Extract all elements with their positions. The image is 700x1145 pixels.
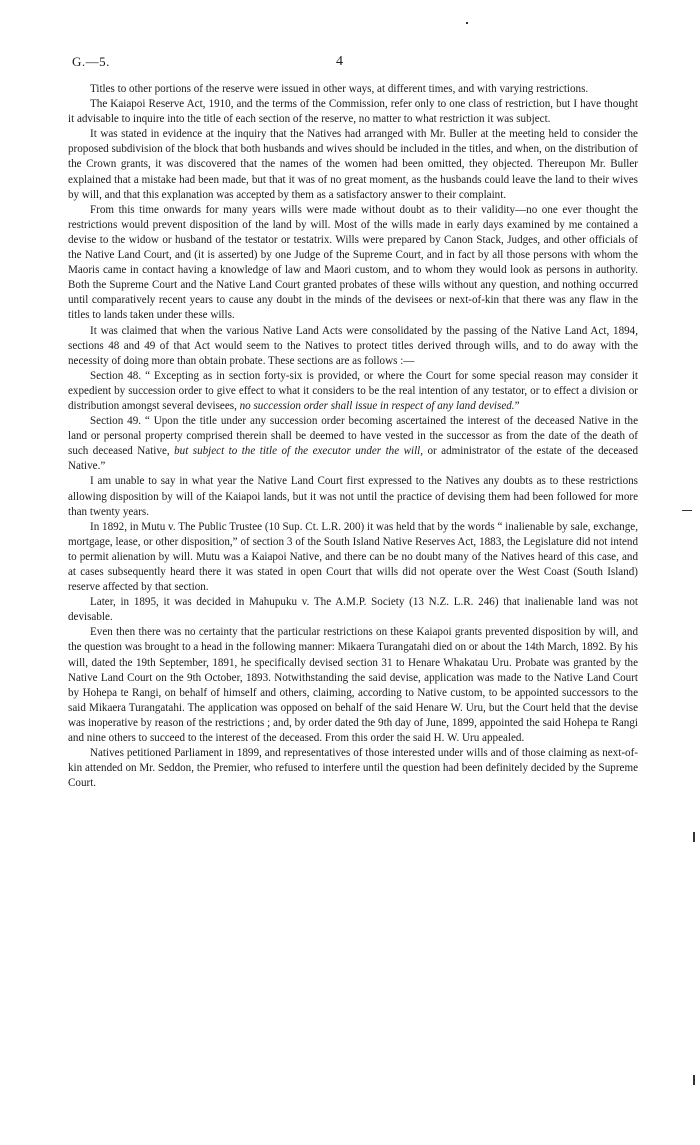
scan-speck (693, 832, 695, 842)
paragraph-wills: From this time onwards for many years wills were made without doubt as to their validity—no one ever thought the restrictions would prevent disposition of the land by will. Most of the wills made in early days examined by me contained a devise to the widow or husband of the testator or testatrix. Wills were prepared by Canon Stack, Judges, and other officials of the Native Land Court, and (it is asserted) by one Judge of the Supreme Court, and in fact by all those persons with whom the Maoris came in contact having a knowledge of law and Maori custom, and to whom they would look as persons in authority. Both the Supreme Court and the Native Land Court granted probates of these wills without any question, and nothing occurred until comparatively recent years to cause any doubt in the minds of the devisees or next-of-kin that there was any flaw in the titles to lands taken under these wills. (68, 203, 638, 322)
section-49-text: Section 49. “ Upon the title under any succession order becoming ascertained the interest of the deceased Native in the land or personal property comprised therein shall be deemed to have vested in the successor as from the date of the death of such deceased Native, (68, 415, 638, 458)
body-text (68, 82, 638, 791)
paragraph-section-48 (68, 369, 638, 414)
document-reference: G.—5. (72, 54, 110, 69)
page-number: 4 (336, 54, 343, 69)
paragraph-evidence: It was stated in evidence at the inquiry that the Natives had arranged with Mr. Buller at the meeting held to consider the proposed subdivision of the block that both husbands and wives should be included in the titles, and when, on the distribution of the Crown grants, it was discovered that the names of the women had been omitted, they objected. Thereupon Mr. Buller explained that a mistake had been made, but that it was of no great moment, as the husbands could leave the land to their wives by will, and that this explanation was accepted by them as a satisfactory answer to their complaint. (68, 128, 638, 201)
paragraph-mikaera-case: Even then there was no certainty that the particular restrictions on these Kaiapoi grants prevented disposition by will, and the question was brought to a head in the following manner: Mikaera Turangatahi died on or about the 14th March, 1892. By his will, dated the 19th September, 1891, he specifically devised section 31 to Henare Whakatau Uru. Probate was granted by the Native Land Court on the 9th October, 1893. Notwithstanding the said devise, application was made to the Native Land Court by Hohepa te Rangi, on behalf of himself and others, claiming, according to Native custom, to be appointed successors to the said Mikaera Turangatahi. The application was opposed on behalf of the said Henare W. Uru, but the Court held that the devise was inoperative by reason of the restrictions ; and, by order dated the 9th day of June, 1899, appointed the said Hohepa te Rangi and nine others to succeed to the interest of the deceased. From this order the said H. W. Uru appealed. (68, 626, 638, 745)
paragraph-doubts: I am unable to say in what year the Native Land Court first expressed to the Natives any doubts as to these restrictions allowing disposition by will of the Kaiapoi lands, but it was not until the practice of devising them had been followed for more than twenty years. (68, 475, 638, 518)
section-49-close: or administrator of the estate of the deceased Native.” (68, 445, 638, 473)
section-48-emphasis: no succession order shall issue in respect of any land devised. (239, 399, 515, 412)
scan-speck (682, 510, 692, 511)
page-header (0, 54, 700, 74)
paragraph-titles: Titles to other portions of the reserve were issued in other ways, at different times, and with varying restrictions. (90, 83, 589, 95)
paragraph-kaiapoi-act: The Kaiapoi Reserve Act, 1910, and the terms of the Commission, refer only to one class of restriction, but I have thought it advisable to inquire into the title of each section of the reserve, no matter to what restriction it was subject. (68, 98, 638, 126)
paragraph-native-land-act: It was claimed that when the various Native Land Acts were consolidated by the passing of the Native Land Act, 1894, sections 48 and 49 of that Act would seem to the Natives to protect titles derived through wills, and to do away with the necessity of doing more than obtain probate. These sections are as follows :— (68, 324, 638, 367)
paragraph-petition: Natives petitioned Parliament in 1899, and representatives of those interested under wills and of those claiming as next-of-kin attended on Mr. Seddon, the Premier, who refused to interfere until the question had been definitely decided by the Supreme Court. (68, 747, 638, 790)
section-49-emphasis: but subject to the title of the executor under the will, (174, 445, 424, 458)
paragraph-section-49 (68, 414, 638, 474)
section-48-text: Section 48. “ Excepting as in section forty-six is provided, or where the Court for some special reason may consider it expedient by succession order to give effect to what it considers to be the real intention of any testator, or to effect a division or distribution amongst several devisees, (68, 369, 638, 412)
paragraph-mutu-case: In 1892, in Mutu v. The Public Trustee (10 Sup. Ct. L.R. 200) it was held that by the words “ inalienable by sale, exchange, mortgage, lease, or other disposition,” of section 3 of the South Island Native Reserves Act, 1883, the Legislature did not intend to permit alienation by will. Mutu was a Kaiapoi Native, and there can be no doubt many of the Natives heard of this case, and at cases subsequently heard there it was stated in open Court that wills did not operate over the West Coast (South Island) reserve affected by that section. (68, 520, 638, 594)
scan-speck (693, 1075, 695, 1085)
paragraph-mahupuku-case: Later, in 1895, it was decided in Mahupuku v. The A.M.P. Society (13 N.Z. L.R. 246) that inalienable land was not devisable. (68, 596, 638, 624)
scan-speck (466, 22, 468, 24)
section-48-close: ” (514, 399, 520, 412)
